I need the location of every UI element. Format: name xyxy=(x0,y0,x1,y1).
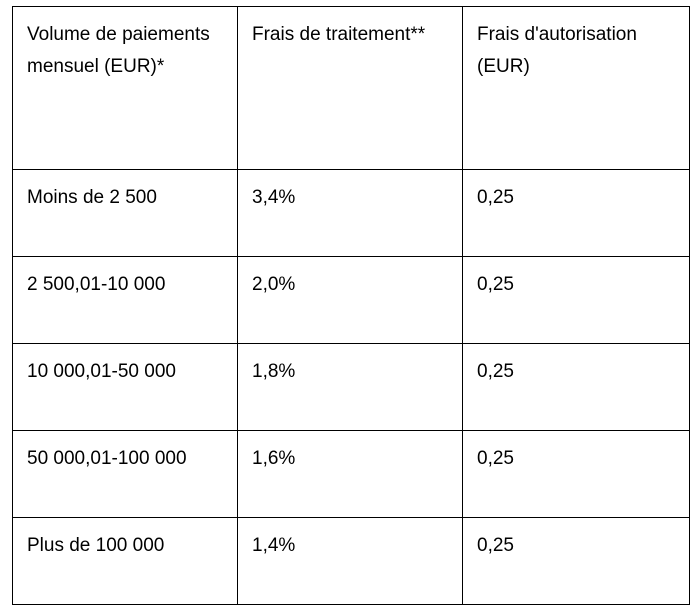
fee-table xyxy=(12,6,690,605)
header-authorization-fee: Frais d'autorisation (EUR) xyxy=(463,7,690,170)
cell-volume: 2 500,01-10 000 xyxy=(13,257,238,344)
cell-processing-fee: 1,6% xyxy=(238,431,463,518)
cell-volume: 10 000,01-50 000 xyxy=(13,344,238,431)
cell-volume: 50 000,01-100 000 xyxy=(13,431,238,518)
cell-volume: Moins de 2 500 xyxy=(13,170,238,257)
header-monthly-volume: Volume de paiements mensuel (EUR)* xyxy=(13,7,238,170)
cell-volume: Plus de 100 000 xyxy=(13,518,238,605)
table-row xyxy=(13,257,690,344)
cell-authorization-fee: 0,25 xyxy=(463,518,690,605)
cell-processing-fee: 1,8% xyxy=(238,344,463,431)
cell-authorization-fee: 0,25 xyxy=(463,257,690,344)
cell-processing-fee: 3,4% xyxy=(238,170,463,257)
table-row xyxy=(13,431,690,518)
table-header-row xyxy=(13,7,690,170)
cell-processing-fee: 1,4% xyxy=(238,518,463,605)
cell-authorization-fee: 0,25 xyxy=(463,170,690,257)
cell-processing-fee: 2,0% xyxy=(238,257,463,344)
table-row xyxy=(13,170,690,257)
cell-authorization-fee: 0,25 xyxy=(463,431,690,518)
table-row xyxy=(13,518,690,605)
cell-authorization-fee: 0,25 xyxy=(463,344,690,431)
table-row xyxy=(13,344,690,431)
header-processing-fee: Frais de traitement** xyxy=(238,7,463,170)
